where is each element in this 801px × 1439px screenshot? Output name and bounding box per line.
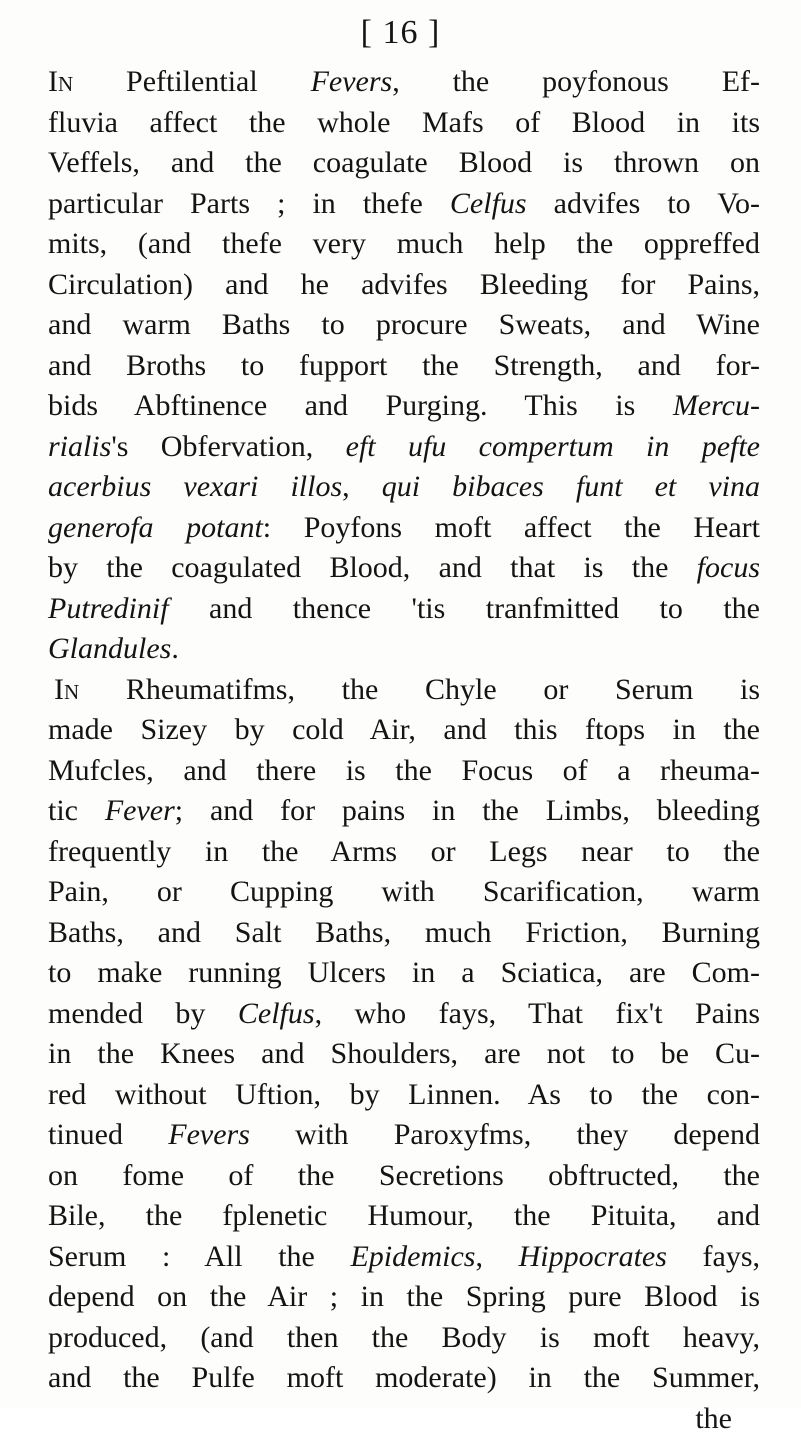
text-line: mits, (and thefe very much help the oppreffed [48, 224, 760, 265]
text-line: depend on the Air ; in the Spring pure Blood is [48, 1277, 760, 1318]
paragraph-start: In Rheumatifms, the Chyle or Serum is [48, 670, 760, 711]
text-line: frequently in the Arms or Legs near to the [48, 832, 760, 873]
text-line: rialis's Obfervation, eft ufu compertum in pefte [48, 427, 760, 468]
catchword: the [48, 1399, 760, 1439]
text-line: acerbius vexari illos, qui bibaces funt et vina [48, 467, 760, 508]
text-line: and the Pulfe moft moderate) in the Summer, [48, 1358, 760, 1399]
text-line: mended by Celfus, who fays, That fix't Pains [48, 994, 760, 1035]
text-line: tic Fever; and for pains in the Limbs, bleeding [48, 791, 760, 832]
text-line: generofa potant: Poyfons moft affect the Heart [48, 508, 760, 549]
text-line: to make running Ulcers in a Sciatica, are Com- [48, 953, 760, 994]
text-line: bids Abftinence and Purging. This is Mercu- [48, 386, 760, 427]
text-line: on fome of the Secretions obftructed, the [48, 1156, 760, 1197]
text-line: and warm Baths to procure Sweats, and Wine [48, 305, 760, 346]
text-line: Veffels, and the coagulate Blood is thrown on [48, 143, 760, 184]
text-line: Bile, the fplenetic Humour, the Pituita, and [48, 1196, 760, 1237]
text-line: fluvia affect the whole Mafs of Blood in its [48, 103, 760, 144]
text-line: Putredinif and thence 'tis tranfmitted to the [48, 589, 760, 630]
text-line: Glandules. [48, 629, 760, 670]
text-line: Mufcles, and there is the Focus of a rheuma- [48, 751, 760, 792]
text-line: produced, (and then the Body is moft heavy, [48, 1318, 760, 1359]
text-line: Serum : All the Epidemics, Hippocrates fays, [48, 1237, 760, 1278]
text-line: and Broths to fupport the Strength, and for- [48, 346, 760, 387]
text-line: in the Knees and Shoulders, are not to be Cu- [48, 1034, 760, 1075]
text-line: Circulation) and he advifes Bleeding for Pains, [48, 265, 760, 306]
text-line: made Sizey by cold Air, and this ftops in the [48, 710, 760, 751]
body-text [48, 62, 760, 1439]
text-line: In Peftilential Fevers, the poyfonous Ef- [48, 62, 760, 103]
page-number: [ 16 ] [0, 14, 801, 52]
text-line: particular Parts ; in thefe Celfus advifes to Vo- [48, 184, 760, 225]
text-line: Baths, and Salt Baths, much Friction, Burning [48, 913, 760, 954]
text-line: Pain, or Cupping with Scarification, warm [48, 872, 760, 913]
text-line: tinued Fevers with Paroxyfms, they depend [48, 1115, 760, 1156]
text-line: by the coagulated Blood, and that is the focus [48, 548, 760, 589]
text-line: red without Uftion, by Linnen. As to the con- [48, 1075, 760, 1116]
